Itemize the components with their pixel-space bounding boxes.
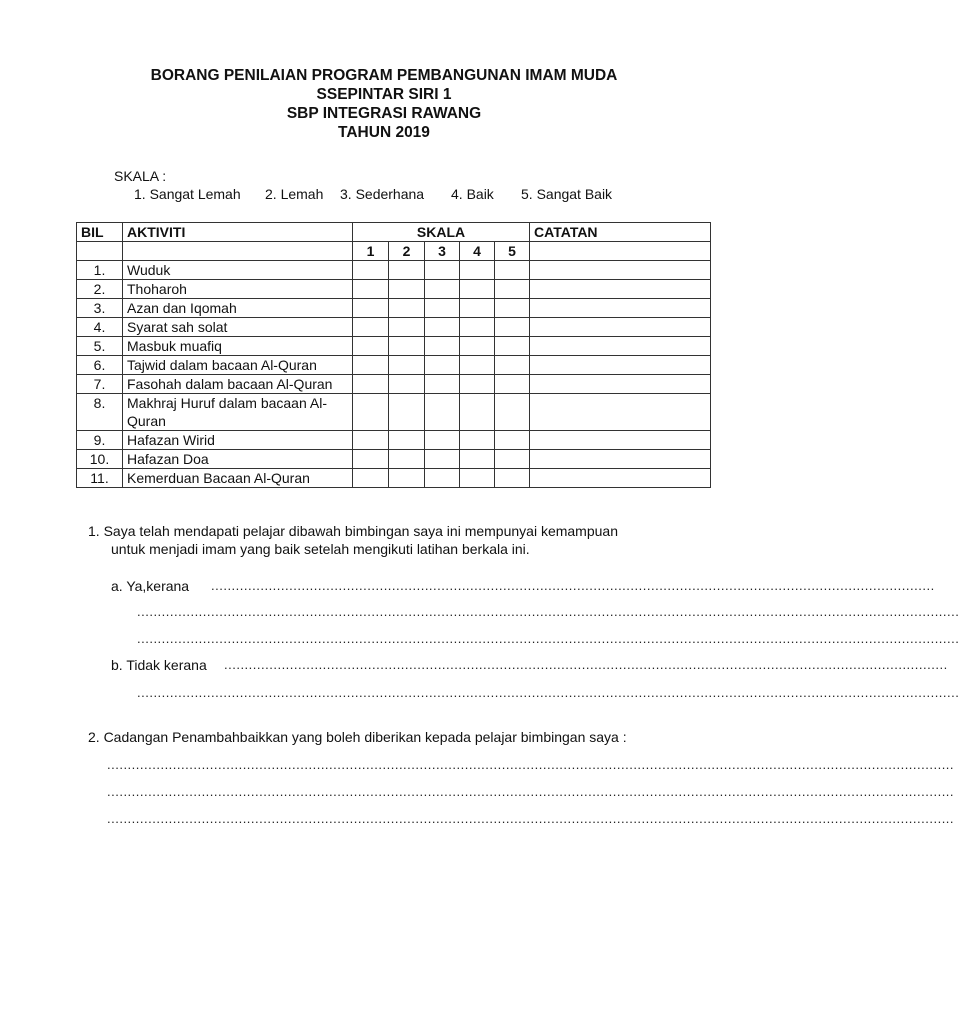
score-cell-2[interactable]: [389, 280, 425, 299]
answer-line-a2[interactable]: ........................................................................................................................................................................................................: [137, 604, 959, 619]
table-row: [77, 375, 711, 394]
score-cell-5[interactable]: [495, 469, 530, 488]
table-row: [77, 337, 711, 356]
row-aktiviti: Wuduk: [123, 261, 353, 280]
row-bil: 6.: [77, 356, 123, 375]
score-cell-3[interactable]: [425, 450, 460, 469]
catatan-cell[interactable]: [530, 450, 711, 469]
row-aktiviti: Kemerduan Bacaan Al-Quran: [123, 469, 353, 488]
catatan-cell[interactable]: [530, 318, 711, 337]
score-cell-5[interactable]: [495, 280, 530, 299]
row-aktiviti: Hafazan Doa: [123, 450, 353, 469]
score-cell-2[interactable]: [389, 469, 425, 488]
catatan-cell[interactable]: [530, 375, 711, 394]
table-row: [77, 469, 711, 488]
table-row: [77, 394, 711, 431]
skala-option: 2. Lemah: [265, 186, 324, 202]
score-cell-5[interactable]: [495, 337, 530, 356]
question-2: 2. Cadangan Penambahbaikkan yang boleh diberikan kepada pelajar bimbingan saya :: [88, 729, 627, 745]
score-cell-5[interactable]: [495, 356, 530, 375]
score-cell-4[interactable]: [460, 356, 495, 375]
suggestion-line-2[interactable]: ..............................................................................................................................................................................................................: [107, 784, 955, 799]
score-cell-3[interactable]: [425, 469, 460, 488]
title-line-1: BORANG PENILAIAN PROGRAM PEMBANGUNAN IMAM MUDA: [150, 67, 618, 84]
score-cell-1[interactable]: [353, 318, 389, 337]
score-cell-2[interactable]: [389, 261, 425, 280]
score-cell-5[interactable]: [495, 431, 530, 450]
table-row: [77, 299, 711, 318]
assessment-table: [76, 222, 711, 488]
table-row: [77, 280, 711, 299]
answer-line-a1[interactable]: ................................................................................................................................................................................: [211, 578, 935, 593]
score-cell-2[interactable]: [389, 375, 425, 394]
score-cell-3[interactable]: [425, 375, 460, 394]
score-cell-4[interactable]: [460, 394, 495, 431]
score-cell-1[interactable]: [353, 299, 389, 318]
score-cell-2[interactable]: [389, 450, 425, 469]
row-aktiviti: Syarat sah solat: [123, 318, 353, 337]
row-aktiviti: Masbuk muafiq: [123, 337, 353, 356]
score-cell-2[interactable]: [389, 356, 425, 375]
score-cell-4[interactable]: [460, 431, 495, 450]
catatan-cell[interactable]: [530, 299, 711, 318]
score-cell-4[interactable]: [460, 318, 495, 337]
table-row: [77, 261, 711, 280]
score-cell-4[interactable]: [460, 337, 495, 356]
catatan-cell[interactable]: [530, 469, 711, 488]
catatan-cell[interactable]: [530, 431, 711, 450]
score-cell-1[interactable]: [353, 375, 389, 394]
catatan-cell[interactable]: [530, 261, 711, 280]
title-line-3: SBP INTEGRASI RAWANG: [286, 105, 482, 122]
score-cell-5[interactable]: [495, 299, 530, 318]
answer-line-a3[interactable]: ........................................................................................................................................................................................................: [137, 631, 959, 646]
score-cell-3[interactable]: [425, 299, 460, 318]
title-line-2: SSEPINTAR SIRI 1: [316, 86, 452, 103]
row-bil: 9.: [77, 431, 123, 450]
table-header-row: [77, 223, 711, 242]
row-bil: 5.: [77, 337, 123, 356]
row-aktiviti: Azan dan Iqomah: [123, 299, 353, 318]
answer-line-b1[interactable]: ................................................................................................................................................................................: [224, 657, 948, 672]
score-cell-3[interactable]: [425, 280, 460, 299]
row-aktiviti: Hafazan Wirid: [123, 431, 353, 450]
score-cell-5[interactable]: [495, 318, 530, 337]
skala-option: 3. Sederhana: [340, 186, 425, 202]
score-cell-1[interactable]: [353, 469, 389, 488]
score-cell-1[interactable]: [353, 356, 389, 375]
score-cell-3[interactable]: [425, 431, 460, 450]
skala-option: 4. Baik: [451, 186, 494, 202]
suggestion-line-3[interactable]: ..............................................................................................................................................................................................................: [107, 811, 955, 826]
row-bil: 10.: [77, 450, 123, 469]
score-cell-1[interactable]: [353, 431, 389, 450]
title-line-4: TAHUN 2019: [338, 124, 430, 141]
score-cell-3[interactable]: [425, 337, 460, 356]
header-skala: SKALA: [353, 223, 530, 242]
question-1-line-1: 1. Saya telah mendapati pelajar dibawah bimbingan saya ini mempunyai kemampuan: [88, 523, 618, 539]
row-aktiviti: Thoharoh: [123, 280, 353, 299]
row-bil: 7.: [77, 375, 123, 394]
skala-option: 5. Sangat Baik: [521, 186, 613, 202]
row-aktiviti: Fasohah dalam bacaan Al-Quran: [123, 375, 353, 394]
score-cell-4[interactable]: [460, 261, 495, 280]
scale-number-row: [77, 242, 711, 261]
catatan-cell[interactable]: [530, 356, 711, 375]
option-a-label: a. Ya,kerana: [111, 578, 190, 594]
score-cell-5[interactable]: [495, 450, 530, 469]
skala-option: 1. Sangat Lemah: [134, 186, 241, 202]
row-bil: 2.: [77, 280, 123, 299]
score-cell-1[interactable]: [353, 337, 389, 356]
table-row: [77, 431, 711, 450]
score-cell-4[interactable]: [460, 299, 495, 318]
form-title: [0, 66, 768, 142]
scale-number: 4: [460, 242, 495, 261]
header-catatan: CATATAN: [530, 223, 711, 242]
option-b-label: b. Tidak kerana: [111, 657, 207, 673]
table-row: [77, 318, 711, 337]
score-cell-2[interactable]: [389, 394, 425, 431]
skala-label: SKALA :: [114, 168, 167, 184]
scale-number: 1: [353, 242, 389, 261]
catatan-cell[interactable]: [530, 337, 711, 356]
row-bil: 11.: [77, 469, 123, 488]
score-cell-3[interactable]: [425, 356, 460, 375]
score-cell-4[interactable]: [460, 469, 495, 488]
answer-line-b2[interactable]: ........................................................................................................................................................................................................: [137, 685, 959, 700]
score-cell-4[interactable]: [460, 280, 495, 299]
score-cell-5[interactable]: [495, 394, 530, 431]
row-bil: 4.: [77, 318, 123, 337]
catatan-cell[interactable]: [530, 280, 711, 299]
scale-number: 2: [389, 242, 425, 261]
header-aktiviti: AKTIVITI: [123, 223, 353, 242]
header-bil: BIL: [77, 223, 123, 242]
score-cell-2[interactable]: [389, 299, 425, 318]
score-cell-1[interactable]: [353, 394, 389, 431]
scale-number: 5: [495, 242, 530, 261]
score-cell-3[interactable]: [425, 261, 460, 280]
table-row: [77, 356, 711, 375]
score-cell-1[interactable]: [353, 261, 389, 280]
score-cell-5[interactable]: [495, 261, 530, 280]
row-aktiviti: Tajwid dalam bacaan Al-Quran: [123, 356, 353, 375]
score-cell-3[interactable]: [425, 318, 460, 337]
score-cell-5[interactable]: [495, 375, 530, 394]
row-bil: 8.: [77, 394, 123, 431]
score-cell-2[interactable]: [389, 431, 425, 450]
score-cell-1[interactable]: [353, 450, 389, 469]
row-bil: 1.: [77, 261, 123, 280]
score-cell-4[interactable]: [460, 375, 495, 394]
skala-legend: [134, 186, 612, 202]
catatan-cell[interactable]: [530, 394, 711, 431]
score-cell-1[interactable]: [353, 280, 389, 299]
suggestion-line-1[interactable]: ..............................................................................................................................................................................................................: [107, 757, 955, 772]
score-cell-2[interactable]: [389, 318, 425, 337]
scale-number: 3: [425, 242, 460, 261]
question-1-line-2: untuk menjadi imam yang baik setelah mengikuti latihan berkala ini.: [111, 541, 530, 557]
score-cell-3[interactable]: [425, 394, 460, 431]
table-row: [77, 450, 711, 469]
row-aktiviti: Makhraj Huruf dalam bacaan Al-Quran: [123, 394, 353, 431]
score-cell-2[interactable]: [389, 337, 425, 356]
row-bil: 3.: [77, 299, 123, 318]
score-cell-4[interactable]: [460, 450, 495, 469]
